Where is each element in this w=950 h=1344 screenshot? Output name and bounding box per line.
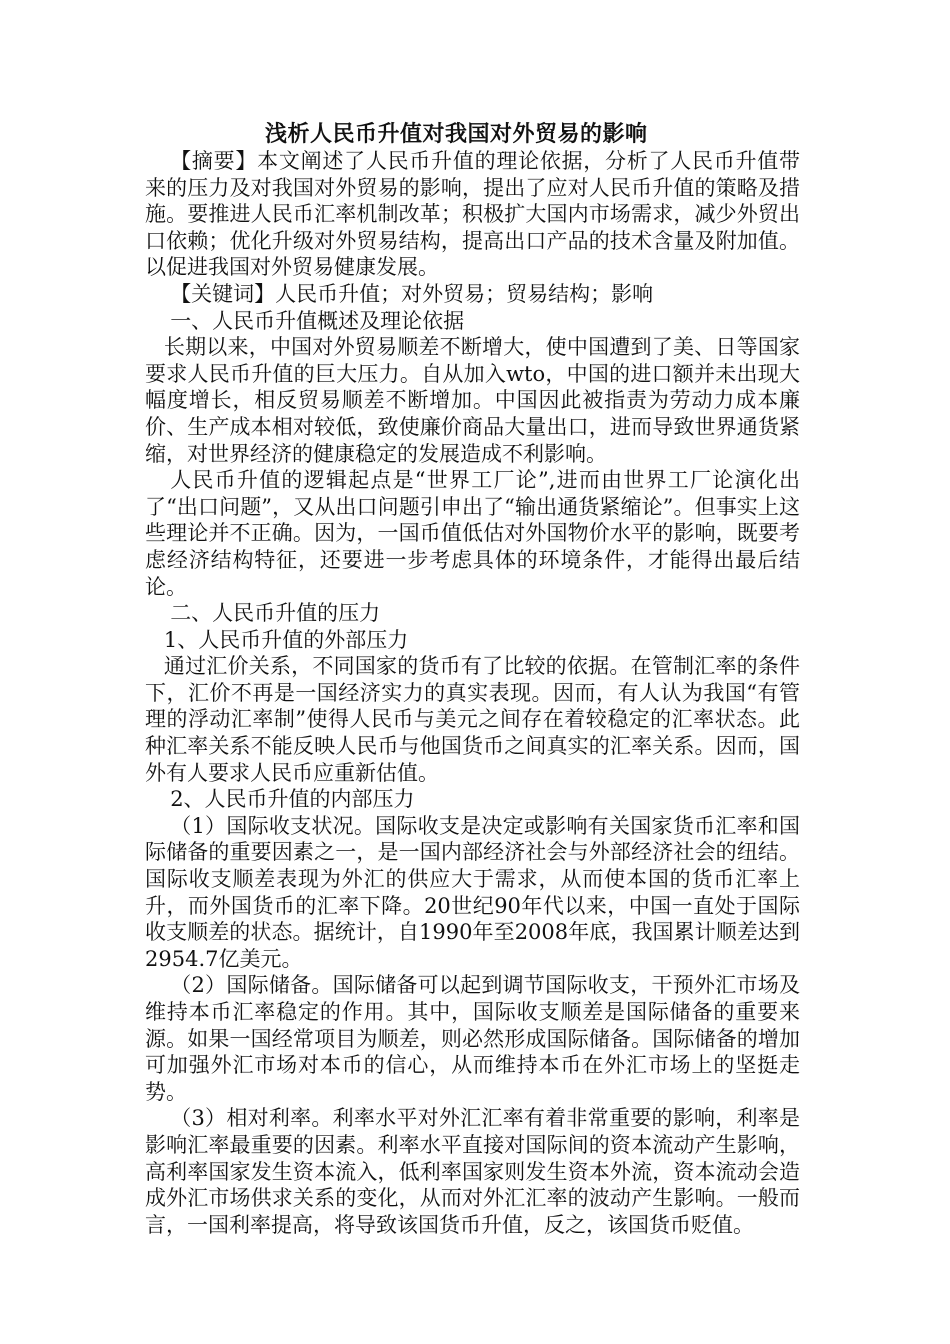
body-paragraph: （3）相对利率。利率水平对外汇汇率有着非常重要的影响，利率是影响汇率最重要的因素。利率水平直接对国际间的资本流动产生影响，高利率国家发生资本流入，低利率国家则发生资本外流，资本流动会造成外汇市场供求关系的变化，从而对外汇汇率的波动产生影响。一般而言，一国利率提高，将导致该国货币升值，反之，该国货币贬值。 <box>145 1106 800 1237</box>
body-paragraph: 长期以来，中国对外贸易顺差不断增大，使中国遭到了美、日等国家要求人民币升值的巨大压力。自从加入wto，中国的进口额并未出现大幅度增长，相反贸易顺差不断增加。中国因此被指责为劳动力成本廉价、生产成本相对较低，致使廉价商品大量出口，进而导致世界通货紧缩，对世界经济的健康稳定的发展造成不利影响。 <box>145 335 800 466</box>
abstract-paragraph: 【摘要】本文阐述了人民币升值的理论依据，分析了人民币升值带来的压力及对我国对外贸易的影响，提出了应对人民币升值的策略及措施。要推进人民币汇率机制改革；积极扩大国内市场需求，减少外贸出口依赖；优化升级对外贸易结构，提高出口产品的技术含量及附加值。以促进我国对外贸易健康发展。 <box>145 149 800 280</box>
document-title: 浅析人民币升值对我国对外贸易的影响 <box>265 121 648 147</box>
body-paragraph: （2）国际储备。国际储备可以起到调节国际收支，干预外汇市场及维持本币汇率稳定的作用。其中，国际收支顺差是国际储备的重要来源。如果一国经常项目为顺差，则必然形成国际储备。国际储备的增加可加强外汇市场对本币的信心，从而维持本币在外汇市场上的坚挺走势。 <box>145 973 800 1104</box>
body-paragraph: 通过汇价关系，不同国家的货币有了比较的依据。在管制汇率的条件下，汇价不再是一国经济实力的真实表现。因而，有人认为我国“有管理的浮动汇率制”使得人民币与美元之间存在着较稳定的汇率状态。此种汇率关系不能反映人民币与他国货币之间真实的汇率关系。因而，国外有人要求人民币应重新估值。 <box>145 654 800 785</box>
keywords-paragraph: 【关键词】人民币升值；对外贸易；贸易结构；影响 <box>170 281 654 306</box>
body-paragraph: （1）国际收支状况。国际收支是决定或影响有关国家货币汇率和国际储备的重要因素之一，是一国内部经济社会与外部经济社会的纽结。国际收支顺差表现为外汇的供应大于需求，从而使本国的货币汇率上升，而外国货币的汇率下降。20世纪90年代以来，中国一直处于国际收支顺差的状态。据统计，自1990年至2008年底，我国累计顺差达到2954.7亿美元。 <box>145 813 800 971</box>
body-paragraph: 人民币升值的逻辑起点是“世界工厂论”,进而由世界工厂论演化出了“出口问题”，又从出口问题引申出了“输出通货紧缩论”。但事实上这些理论并不正确。因为，一国币值低估对外国物价水平的影响，既要考虑经济结构特征，还要进一步考虑具体的环境条件，才能得出最后结论。 <box>145 468 800 599</box>
subsection-heading-2: 2、人民币升值的内部压力 <box>170 787 415 812</box>
document-page <box>145 120 800 1238</box>
section-heading-1: 一、人民币升值概述及理论依据 <box>170 308 465 333</box>
section-heading-2: 二、人民币升值的压力 <box>170 601 381 626</box>
subsection-heading-1: 1、人民币升值的外部压力 <box>163 627 409 652</box>
